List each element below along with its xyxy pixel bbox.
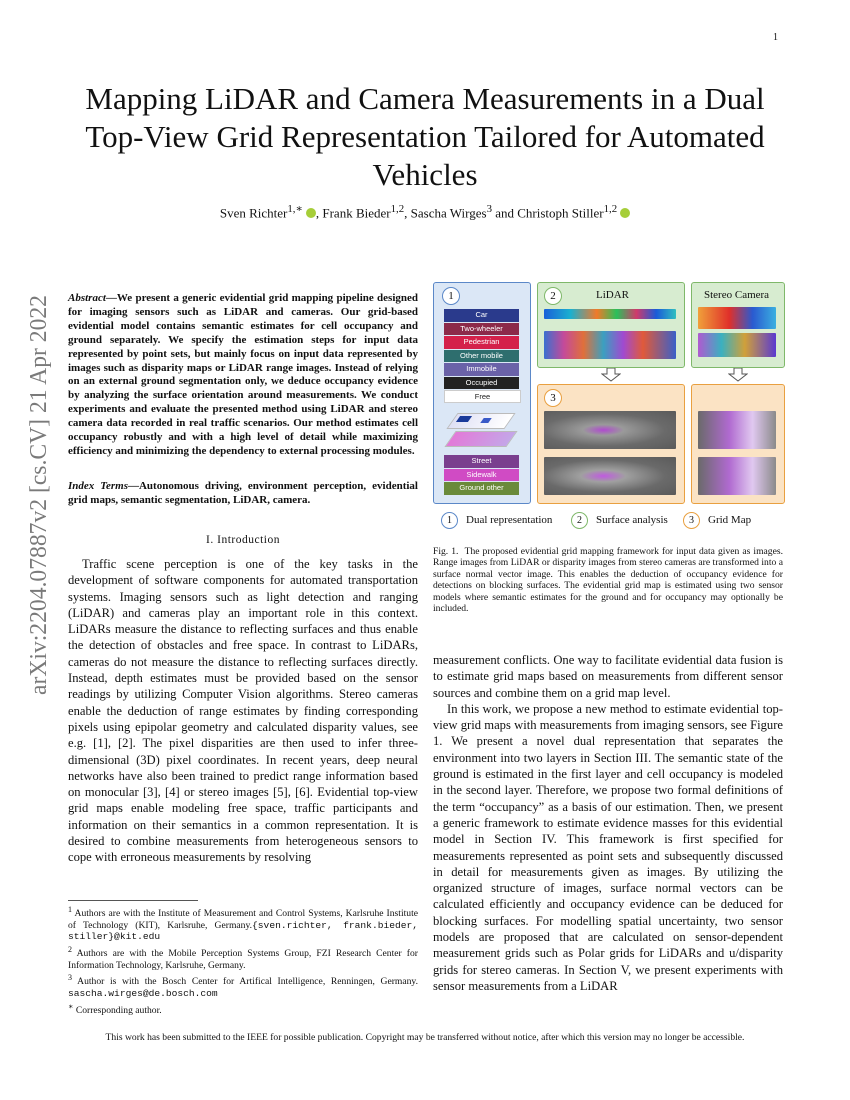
surface-analysis-stereo-panel xyxy=(691,282,785,368)
footnote-4: ∗ Corresponding author. xyxy=(68,1001,162,1016)
legend-item: Immobile xyxy=(444,363,519,376)
section-heading: I. Introduction xyxy=(206,534,280,546)
footnote-2: $^2$ Authors are with the Mobile Perception Systems Group, FZI Research Center for Information Technology, Karlsruhe, Germany. xyxy=(68,944,418,971)
author-name: and Christoph Stiller xyxy=(491,205,604,221)
step-number-badge: 3 xyxy=(683,512,700,529)
arxiv-id: arXiv:2204.07887v2 [cs.CV] 21 Apr 2022 xyxy=(26,290,52,695)
footnotes xyxy=(68,904,418,1018)
legend-item: Free xyxy=(444,390,521,403)
intro-paragraph: Traffic scene perception is one of the key tasks in the development of software components for automated transportation systems. Imaging sensors such as light detection and ranging (LiDAR) and cameras play an important role in this context. LiDARs measure the distance to reflecting surfaces and thus enable the detection of obstacles and free space. In contrast to LiDARs, cameras do not measure the distance to reflecting surfaces directly. Instead, depth estimates must be provided based on the sensor readings by utilizing Computer Vision algorithms. Stereo cameras enable the deduction of range estimates by finding corresponding pixels using epipolar geometry and calculated disparity values, see e.g. [1], [2]. The pixel disparities are then used to infer three-dimensional (3D) pixel coordinates. In recent years, deep neural networks have also been trained to predict range information based on monocular [3], [4] or stereo images [5], [6]. Evidential top-view grid maps enable modeling free space, traffic participants and information on their semantics in a common representation. It is desired to combine measurements from heterogeneous sensors to cope with erroneous measurements by resolving xyxy=(68,557,418,865)
index-terms-text: —Autonomous driving, environment perception, evidential grid maps, semantic segmentation, LiDAR, camera. xyxy=(68,480,418,506)
figure-1 xyxy=(433,282,785,532)
grid-map-lidar-panel xyxy=(537,384,685,504)
lidar-range-image xyxy=(544,309,676,319)
key-label: Surface analysis xyxy=(596,514,668,526)
down-arrow-icon xyxy=(601,368,621,382)
footnote-3: $^3$ Author is with the Bosch Center for Artifical Intelligence, Renningen, Germany. sascha.wirges@de.bosch.com xyxy=(68,973,418,1000)
author-affiliation: 3 xyxy=(486,203,492,215)
lidar-normal-image xyxy=(544,331,676,359)
legend-item: Two-wheeler xyxy=(444,323,519,336)
key-item xyxy=(571,512,668,529)
index-terms xyxy=(68,480,418,508)
lidar-label: LiDAR xyxy=(596,289,629,301)
dual-representation-panel xyxy=(433,282,531,504)
legend-item: Occupied xyxy=(444,377,519,390)
footnote-rule xyxy=(68,900,198,901)
caption-label: Fig. 1. xyxy=(433,546,459,557)
lidar-grid-map-2 xyxy=(544,457,676,495)
figure-key xyxy=(441,512,781,532)
author-affiliation: 1,∗ xyxy=(287,203,303,215)
right-column-body xyxy=(433,652,783,994)
author-name: Sven Richter xyxy=(219,205,288,221)
lidar-grid-map-1 xyxy=(544,411,676,449)
legend-item: Other mobile xyxy=(444,350,519,363)
footnote-1: $^1$ Authors are with the Institute of Measurement and Control Systems, Karlsruhe Institute of Technology (KIT), Karlsruhe, Germany.{sven.richter, frank.bieder, stiller}@kit.edu xyxy=(68,905,418,943)
grid-layer-illustration xyxy=(446,413,518,453)
caption-text: The proposed evidential grid mapping framework for input data given as images. Range images from LiDAR or disparity images from stereo cameras are transformed into a surface normal vector image. This enables the deduction of occupancy evidence for detections on blocking surfaces. The evidential grid map is estimated using two sensor models where semantic estimates for the ground and for occupancy may optionally be included. xyxy=(433,546,783,615)
step-number-badge: 2 xyxy=(544,287,562,305)
author-list xyxy=(60,202,790,221)
author-affiliation: 1,2 xyxy=(603,203,618,215)
down-arrow-icon xyxy=(728,368,748,382)
footnote-email[interactable]: sascha.wirges@de.bosch.com xyxy=(68,988,218,1000)
intro-body xyxy=(68,556,418,866)
submission-note: This work has been submitted to the IEEE for possible publication. Copyright may be transferred without notice, after which this version may no longer be accessible. xyxy=(105,1032,745,1043)
paragraph: measurement conflicts. One way to facilitate evidential data fusion is to estimate grid maps based on measurements from different sensor sources and combine them on a grid map level. xyxy=(433,653,783,700)
arxiv-sidebar xyxy=(20,290,56,700)
stereo-grid-map-1 xyxy=(698,411,776,449)
key-label: Grid Map xyxy=(708,514,752,526)
stereo-normal-image xyxy=(698,333,776,357)
orcid-icon[interactable] xyxy=(620,208,630,218)
author-name: , Frank Bieder xyxy=(315,205,391,221)
page-number: 1 xyxy=(773,32,778,43)
abstract-label: Abstract xyxy=(68,292,106,304)
legend-item: Sidewalk xyxy=(444,469,519,482)
stereo-disparity-image xyxy=(698,307,776,329)
key-item xyxy=(441,512,552,529)
grid-map-stereo-panel xyxy=(691,384,785,504)
legend-item: Car xyxy=(444,309,519,322)
step-number-badge: 3 xyxy=(544,389,562,407)
key-item xyxy=(683,512,751,529)
paper-title: Mapping LiDAR and Camera Measurements in a Dual Top-View Grid Representation Tailored for Automated Vehicles xyxy=(85,81,765,192)
orcid-icon[interactable] xyxy=(306,208,316,218)
abstract xyxy=(68,292,418,459)
paragraph: In this work, we propose a new method to estimate evidential top-view grid maps with measurements from imaging sensors, see Figure 1. We present a novel dual representation that separates the environment into two layers in Section III. The semantic state of the ground is estimated in the first layer and cell occupancy is modeled in the second layer. Therefore, we propose two formal definitions of the term “occupancy” as a basis of our estimation. Then, we present a generic framework to estimate evidence masses for this evidential model in Section IV. This framework is first specified for measurements represented as point sets and subsequently discussed in detail for measurements given as images. By utilizing the organized structure of images, surface normal vectors can be calculated efficiently and occupancy evidence can be deduced for blocking surfaces. For modelling spatial uncertainty, two sensor models are proposed that are calculated on sensor-dependent measurement grids such as Polar grids for LiDARs and u/disparity grids for stereo cameras. In Section V, we present experiments with sensor measurements from a LiDAR xyxy=(433,701,783,993)
step-number-badge: 1 xyxy=(441,512,458,529)
figure-caption xyxy=(433,546,783,614)
author-affiliation: 1,2 xyxy=(390,203,405,215)
key-label: Dual representation xyxy=(466,514,553,526)
stereo-label: Stereo Camera xyxy=(704,289,770,301)
step-number-badge: 2 xyxy=(571,512,588,529)
legend-item: Ground other xyxy=(444,482,519,495)
author-name: , Sascha Wirges xyxy=(404,205,487,221)
surface-analysis-lidar-panel xyxy=(537,282,685,368)
stereo-grid-map-2 xyxy=(698,457,776,495)
footnote-email[interactable]: {sven.richter, frank.bieder, stiller}@kit.edu xyxy=(68,919,418,943)
legend-item: Pedestrian xyxy=(444,336,519,349)
abstract-text: —We present a generic evidential grid mapping pipeline designed for imaging sensors such as LiDAR and cameras. Our grid-based evidential model contains semantic estimates for cell occupancy and ground separately. We specify the estimation steps for input data represented by point sets, but mainly focus on input data represented by images such as disparity maps or LiDAR range images. Instead of relying on an external ground segmentation only, we deduce occupancy evidence by analyzing the surface orientation around measurements. We conduct experiments and evaluate the presented method using LiDAR and stereo camera data recorded in real traffic scenarios. Our method estimates cell occupancy robustly and with a high level of detail while maximizing efficiency and minimizing the dependency to external processing modules. xyxy=(68,292,418,457)
step-number-badge: 1 xyxy=(442,287,460,305)
index-terms-label: Index Terms xyxy=(68,480,128,492)
legend-item: Street xyxy=(444,455,519,468)
